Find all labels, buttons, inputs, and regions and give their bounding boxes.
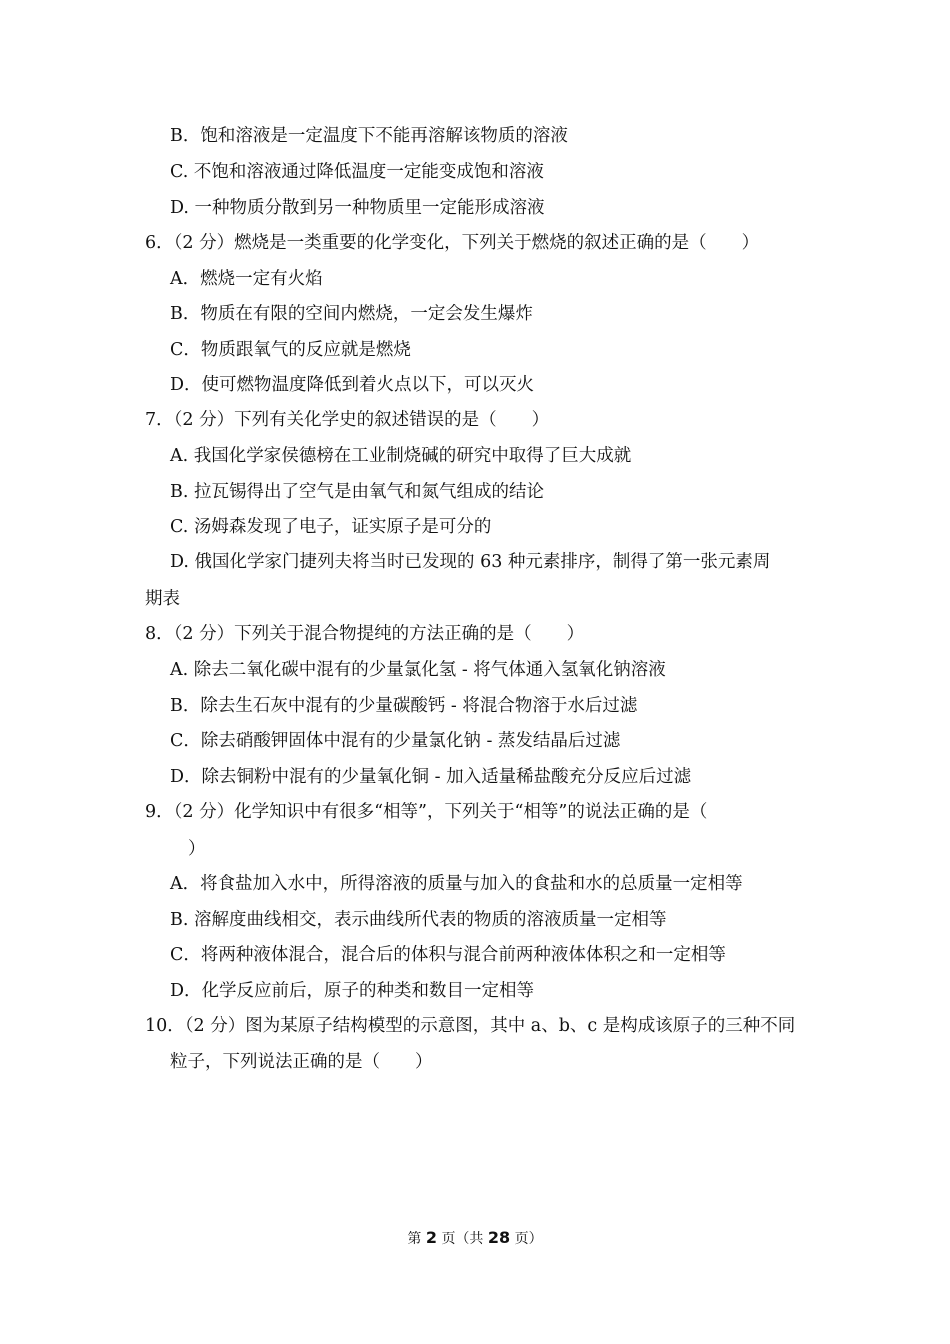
q7-option-d-continuation: 期表	[145, 589, 180, 609]
q9-option-c: C．将两种液体混合，混合后的体积与混合前两种液体体积之和一定相等	[170, 945, 726, 965]
q6-stem: 6．（2 分）燃烧是一类重要的化学变化，下列关于燃烧的叙述正确的是（ ）	[145, 233, 760, 253]
q6-option-a: A．燃烧一定有火焰	[170, 269, 323, 289]
q10-stem: 10．（2 分）图为某原子结构模型的示意图，其中 a、b、c 是构成该原子的三种不同	[145, 1016, 796, 1036]
q7-option-c: C. 汤姆森发现了电子，证实原子是可分的	[170, 517, 492, 537]
q8-option-d: D．除去铜粉中混有的少量氧化铜 - 加入适量稀盐酸充分反应后过滤	[170, 767, 692, 787]
q6-option-b: B．物质在有限的空间内燃烧，一定会发生爆炸	[170, 304, 533, 324]
q8-option-a: A. 除去二氧化碳中混有的少量氯化氢 - 将气体通入氢氧化钠溶液	[170, 660, 666, 680]
footer-suffix: 页）	[514, 1231, 543, 1247]
footer-prefix: 第	[407, 1231, 422, 1247]
footer-total-pages: 28	[487, 1228, 511, 1247]
q10-stem-continuation: 粒子，下列说法正确的是（ ）	[170, 1052, 433, 1072]
q9-stem: 9．（2 分）化学知识中有很多“相等”，下列关于“相等”的说法正确的是（	[145, 802, 708, 822]
q8-option-c: C．除去硝酸钾固体中混有的少量氯化钠 - 蒸发结晶后过滤	[170, 731, 621, 751]
q7-stem: 7．（2 分）下列有关化学史的叙述错误的是（ ）	[145, 410, 550, 430]
q5-option-c: C. 不饱和溶液通过降低温度一定能变成饱和溶液	[170, 162, 544, 182]
q9-stem-continuation: ）	[188, 839, 206, 859]
q5-option-b: B．饱和溶液是一定温度下不能再溶解该物质的溶液	[170, 126, 568, 146]
q9-option-d: D．化学反应前后，原子的种类和数目一定相等	[170, 981, 535, 1001]
footer-middle: 页（共	[441, 1231, 484, 1247]
q5-option-d: D. 一种物质分散到另一种物质里一定能形成溶液	[170, 198, 545, 218]
q6-option-d: D．使可燃物温度降低到着火点以下，可以灭火	[170, 375, 535, 395]
page-footer	[0, 1228, 950, 1249]
q7-option-a: A. 我国化学家侯德榜在工业制烧碱的研究中取得了巨大成就	[170, 446, 632, 466]
q8-stem: 8．（2 分）下列关于混合物提纯的方法正确的是（ ）	[145, 624, 585, 644]
q7-option-b: B. 拉瓦锡得出了空气是由氧气和氮气组成的结论	[170, 482, 544, 502]
q6-option-c: C．物质跟氧气的反应就是燃烧	[170, 340, 411, 360]
q9-option-b: B. 溶解度曲线相交，表示曲线所代表的物质的溶液质量一定相等	[170, 910, 667, 930]
q9-option-a: A．将食盐加入水中，所得溶液的质量与加入的食盐和水的总质量一定相等	[170, 874, 743, 894]
footer-page-number: 2	[425, 1228, 437, 1247]
q7-option-d: D. 俄国化学家门捷列夫将当时已发现的 63 种元素排序，制得了第一张元素周	[170, 552, 771, 572]
q8-option-b: B．除去生石灰中混有的少量碳酸钙 - 将混合物溶于水后过滤	[170, 696, 638, 716]
